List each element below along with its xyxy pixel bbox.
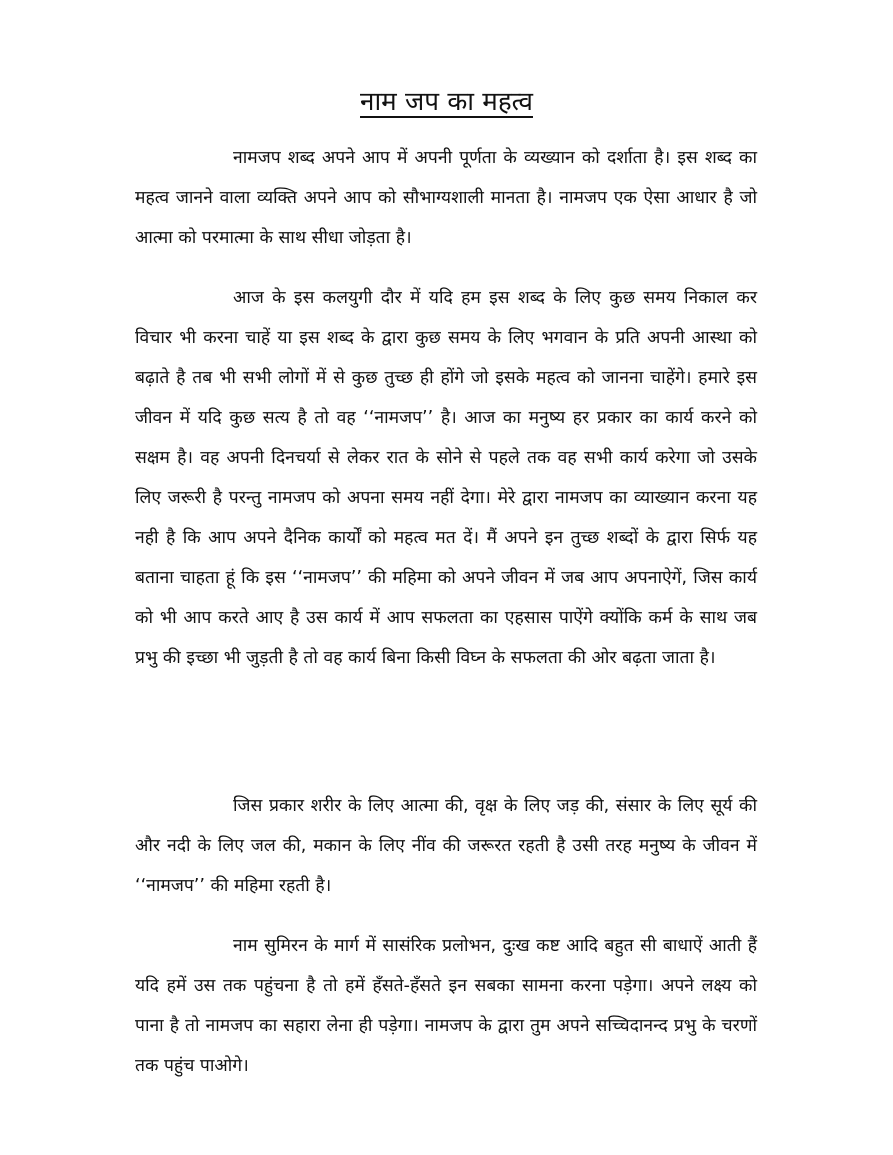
document-title-text: नाम जप का महत्व bbox=[360, 87, 533, 117]
paragraph-1: नामजप शब्द अपने आप में अपनी पूर्णता के व्यख्यान को दर्शाता है। इस शब्द का महत्व जानने वाला व्यक्ति अपने आप को सौभाग्यशाली मानता है। नामजप एक ऐसा आधार है जो आत्मा को परमात्मा के साथ सीधा जोड़ता है। bbox=[135, 148, 757, 248]
paragraph-3: जिस प्रकार शरीर के लिए आत्मा की, वृक्ष के लिए जड़ की, संसार के लिए सूर्य की और नदी के लिए जल की, मकान के लिए नींव की जरूरत रहती है उसी तरह मनुष्य के जीवन में ‘‘नामजप’’ की महिमा रहती है। bbox=[135, 796, 757, 896]
paragraph-2: आज के इस कलयुगी दौर में यदि हम इस शब्द के लिए कुछ समय निकाल कर विचार भी करना चाहें या इस शब्द के द्वारा कुछ समय के लिए भगवान के प्रति अपनी आस्था को बढ़ाते है तब भी सभी लोगों में से कुछ तुच्छ ही होंगे जो इसके महत्व को जानना चाहेंगे। हमारे इस जीवन में यदि कुछ सत्य है तो वह ‘‘नामजप’’ है। आज का मनुष्य हर प्रकार का कार्य करने को सक्षम है। वह अपनी दिनचर्या से लेकर रात के सोने से पहले तक वह सभी कार्य करेगा जो उसके लिए जरूरी है परन्तु नामजप को अपना समय नहीं देगा। मेरे द्वारा नामजप का व्याख्यान करना यह नही है कि आप अपने दैनिक कार्यों को महत्व मत दें। मैं अपने इन तुच्छ शब्दों के द्वारा सिर्फ यह बताना चाहता हूं कि इस ‘‘नामजप’’ की महिमा को अपने जीवन में जब आप अपनाऐगें, जिस कार्य को भी आप करते आए है उस कार्य में आप सफलता का एहसास पाऐंगे क्योंकि कर्म के साथ जब प्रभु की इच्छा भी जुड़ती है तो वह कार्य बिना किसी विघ्न के सफलता की ओर बढ़ता जाता है। bbox=[135, 288, 757, 668]
document-title bbox=[0, 82, 893, 122]
paragraph-4: नाम सुमिरन के मार्ग में सासंरिक प्रलोभन, दुःख कष्ट आदि बहुत सी बाधाऐं आती हैं यदि हमें उस तक पहुंचना है तो हमें हँसते-हँसते इन सबका सामना करना पड़ेगा। अपने लक्ष्य को पाना है तो नामजप का सहारा लेना ही पड़ेगा। नामजप के द्वारा तुम अपने सच्चिदानन्द प्रभु के चरणों तक पहुंच पाओगे। bbox=[135, 936, 757, 1076]
